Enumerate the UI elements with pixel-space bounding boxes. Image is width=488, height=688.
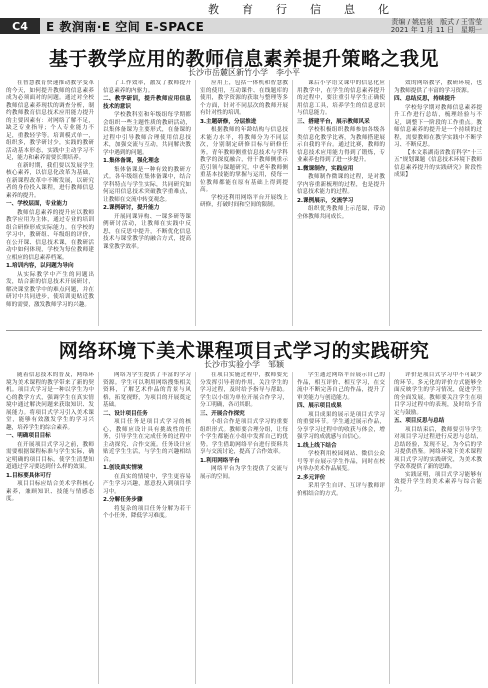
article-column: [6, 80, 94, 326]
article1-body: [6, 80, 482, 326]
section-subheading: 2.分解任务步骤: [103, 497, 143, 503]
body-paragraph: 应用上，包括一体机和智慧教室的使用，互动课件、在线题库的使用，教学资源的获取与整理等多个方面，针对不同层次的教师开展有针对性的培训。: [200, 80, 288, 116]
section-title: E 教润南·E 空间 E-SPACE: [46, 19, 205, 34]
body-paragraph: 项目成果的展示是项目式学习的重要环节。学生通过展示作品，分享学习过程中的收获与体会，增强学习的成就感与自信心。: [297, 411, 385, 440]
column-separator: [98, 80, 99, 326]
article-column: [394, 372, 482, 684]
body-paragraph: 学校每学期对教师信息素养提升工作进行总结，梳理经验与不足，调整下一阶段的工作重点。教师信息素养的提升是一个持续的过程，需要教师在教学实践中不断学习、不断反思。: [394, 104, 482, 148]
date-line: 2021 年 1 月 11 日 星期一: [390, 26, 482, 34]
section-subheading: 1.利用网络平台: [200, 457, 240, 464]
body-paragraph: 在开展项目式学习之前，教师需要根据课程标准与学生实际，确定明确的项目目标，使学生清楚知道通过学习要达到什么样的效果。: [6, 441, 94, 470]
section-subheading: 五、项目反思与总结: [394, 418, 445, 424]
tagline-char: 息: [344, 3, 356, 16]
section-subheading: 1.培训内容，以问题为导向: [6, 263, 74, 269]
body-paragraph: 学校教科室和年级组每学期都会组织一些主题性质的教研活动，以集体备课为主要形式，在备课的过程中引导教师合理使用信息技术，加强交流与互动，共同解决教学中遇到的问题。: [103, 112, 191, 156]
body-paragraph: 学校还利用网络平台开展线上研修，打破时间和空间的限制。: [200, 194, 288, 208]
body-paragraph: 开展同课异构、一课多研等课例研讨活动，让教师在实践中反思，在反思中提升，不断优化信息技术与课堂教学的融合方式，提高课堂教学效率。: [103, 213, 191, 250]
body-paragraph: 学生通过网络平台展示自己的作品，相互评价、相互学习，在交流中不断完善自己的作品，提升了审美能力与创造能力。: [297, 372, 385, 401]
article-column: [200, 372, 288, 684]
body-paragraph: 评价是项目式学习中不可缺少的环节。多元化的评价方式能够全面反映学生的学习情况，促进学生的全面发展。教师要关注学生在项目学习过程中的表现，及时给予肯定与鼓励。: [394, 372, 482, 416]
page-number: C4: [0, 18, 40, 34]
body-paragraph: 教师信息素养的提升应以教师教学应用为主体，通过专业的培训组合研修形成实际能力。在学校的学习中，教研组、年级组的评价，在公开课、信息技术课，在教研活动中如何体现，学校为每位教师建立相应的信息素养档案。: [6, 209, 94, 261]
section-subheading: 3.主题研修，分层推进: [200, 118, 257, 125]
section-subheading: 三、搭建平台，展示教师风采: [297, 118, 370, 125]
article-column: [297, 80, 385, 326]
section-subheading: 二、设计项目任务: [103, 410, 148, 417]
section-subheading: 四、展示项目成果: [297, 403, 342, 409]
body-paragraph: 小组合作是项目式学习的重要组织形式。教师要合理分组，让每个学生都能在小组中发挥自己的优势。学生借助网络平台进行资料共享与交流讨论，提高了合作效率。: [200, 419, 288, 455]
body-paragraph: 网络为学生提供了丰富的学习资源。学生可以利用网络搜集相关资料，了解艺术作品的背景与风格，拓宽视野，为项目的开展奠定基础。: [103, 372, 191, 408]
article-column: [103, 80, 191, 326]
body-paragraph: 实践证明，项目式学习能够有效提升学生的美术素养与综合能力。: [394, 471, 482, 493]
section-subheading: 四、总结反思，持续提升: [394, 96, 456, 102]
section-subheading: 2.课例展示，交流学习: [297, 197, 354, 204]
article1-byline: 长沙市岳麓区新竹小学 李小平: [188, 68, 300, 77]
body-paragraph: 【本文系湖南省教育科学“十三五”规划课题《信息技术环境下教师信息素养提升的实践研究》阶段性成果】: [394, 149, 482, 178]
article2-byline: 长沙市实验小学 邹颖: [204, 360, 284, 369]
body-paragraph: 了工作效率，激发了教师提升信息素养的内驱力。: [103, 80, 191, 94]
article-column: [6, 372, 94, 684]
masthead-tagline: [110, 1, 488, 15]
article-column: [200, 80, 288, 326]
article-column: [297, 372, 385, 684]
column-separator: [389, 80, 390, 326]
section-subheading: 1.微课制作，实践应用: [297, 165, 354, 172]
section-subheading: 2.课例研讨，提升能力: [103, 205, 160, 211]
issue-info: [322, 18, 482, 34]
body-paragraph: 在真实的情境中，学生更容易产生学习兴趣，愿意投入到项目学习中。: [103, 473, 191, 495]
body-paragraph: 集体备课是一种有效的教研方式。各年级组在集体备课中，结合学科特点与学生实际，共同研究如何运用信息技术突破教学重难点，让教师在交流中转变观念。: [103, 166, 191, 203]
body-paragraph: 采用学生自评、互评与教师评价相结合的方式。: [297, 483, 385, 497]
body-paragraph: 随着信息技术的普及，网络环境为美术课程的教学带来了新的契机。项目式学习是一种以学生为中心的教学方式，强调学生在真实情境中通过解决问题来获取知识、发展能力。将项目式学习引入美术课堂，能够有效激发学生的学习兴趣，培养学生的综合素养。: [6, 372, 94, 431]
column-separator: [98, 372, 99, 684]
article2-headline: 网络环境下美术课程项目式学习的实践研究: [58, 340, 430, 362]
body-paragraph: 在项目实施过程中，教师要充分发挥引导者的作用，关注学生的学习过程，及时给予指导与帮助。学生以小组为单位开展合作学习，分工明确，各司其职。: [200, 372, 288, 408]
section-subheading: 1.线上线下结合: [297, 442, 337, 449]
tagline-char: 教: [208, 3, 220, 16]
article1-headline: 基于教学应用的教师信息素养提升策略之我见: [48, 48, 439, 70]
article-column: [103, 372, 191, 684]
tagline-char: 育: [242, 3, 254, 16]
body-paragraph: 组织优秀教师上示范课，带动全体教师共同成长。: [297, 206, 385, 220]
column-separator: [292, 80, 293, 326]
section-subheading: 2.多元评价: [297, 474, 326, 481]
body-paragraph: 从实际教学中产生的问题出发，结合新的信息技术开展研讨，解决课堂教学中的难点问题，并在研讨中共同进步，使培训更贴近教师的需要，激发教师学习的兴趣。: [6, 271, 94, 308]
article-column: [394, 80, 482, 326]
article-divider: [6, 330, 482, 331]
body-paragraph: 根据教师的年龄结构与信息技术能力水平，将教师分为不同层次，分别制定研修目标与研修任务。青年教师侧重信息技术与学科教学的深度融合，骨干教师侧重示范引领与课题研究，中老年教师侧重基本技能的掌握与运用，使每一位教师都能在原有基础上得到提高。: [200, 127, 288, 193]
body-paragraph: 网络平台为学生提供了交流与展示的空间。: [200, 466, 288, 480]
body-paragraph: 效的网络教学，教研环境，也为教师提供了丰富的学习资源。: [394, 80, 482, 94]
tagline-char: 化: [378, 3, 390, 16]
body-paragraph: 课后小学语文课中的信息化应用教学中，在学生的信息素养提升的过程中，要注重引导学生正确使用信息工具，培养学生的信息意识与信息能力。: [297, 80, 385, 116]
tagline-char: 行: [276, 3, 288, 16]
section-subheading: 1.目标要具体可行: [6, 472, 52, 479]
section-subheading: 三、开展合作探究: [200, 410, 245, 417]
section-subheading: 1.创设真实情境: [103, 465, 143, 471]
column-separator: [292, 372, 293, 684]
body-paragraph: 学校利用校园网站、微信公众号等平台展示学生作品，同时在校内举办美术作品展览。: [297, 451, 385, 472]
editor-line: 责编 / 姚启泉 版式 / 王雪莹: [391, 18, 482, 26]
masthead: [0, 0, 488, 34]
body-paragraph: 项目结束后，教师要引导学生对项目学习过程进行反思与总结，总结经验，发现不足，为今后的学习提供借鉴。网络环境下美术课程项目式学习的实践研究，为美术教学改革提供了新的思路。: [394, 426, 482, 470]
body-paragraph: 项目任务是项目式学习的核心，教师应设计具有挑战性的任务，引导学生在完成任务的过程中主动探究、合作交流。任务设计应贴近学生生活，与学生的兴趣相结合。: [103, 419, 191, 463]
body-paragraph: 教师制作微课的过程，是对教学内容重新梳理的过程，也是提升信息技术能力的过程。: [297, 174, 385, 195]
section-subheading: 1.集体备课，强化理念: [103, 158, 160, 164]
article2-body: [6, 372, 482, 684]
section-subheading: 二、教学研训，提升教师应用信息技术的意识: [103, 96, 191, 110]
body-paragraph: 在智慧教育快速推动教学变革的今天，如何提升教师的信息素养成为必须面对的问题。通过对全校教师信息素养现状的调查分析，制约教师教育信息技术应用能力提升的主要因素有：对网络了解不足，缺乏专业指导；个人专业能力不足，重教轻学等。培训模式单一，组织多，教学研讨少，实践的教研活动基本形态，实践中主动学习不足，能力和素养需要长期培养。: [6, 80, 94, 161]
column-separator: [195, 80, 196, 326]
section-subheading: 一、学校层面，专业能力: [6, 201, 68, 207]
body-paragraph: 项目目标应结合美术学科核心素养，兼顾知识、技能与情感态度。: [6, 481, 94, 502]
column-separator: [389, 372, 390, 684]
tagline-char: 信: [310, 3, 322, 16]
section-subheading: 一、明确项目目标: [6, 433, 51, 439]
body-paragraph: 在新时期，我们要以发展学生核心素养，以信息化改革为基础，在新课程改革中不断发展，以研究者的身份投入课程，进行教师信息素养的提升。: [6, 162, 94, 199]
body-paragraph: 将复杂的项目任务分解为若干个小任务，降低学习难度。: [103, 505, 191, 519]
body-paragraph: 学校积极组织教师参加各级各类信息化教学比赛，为教师搭建展示自我的平台。通过比赛，教师的信息技术应用能力得到了锻炼，专业素养也得到了进一步提升。: [297, 127, 385, 163]
column-separator: [195, 372, 196, 684]
